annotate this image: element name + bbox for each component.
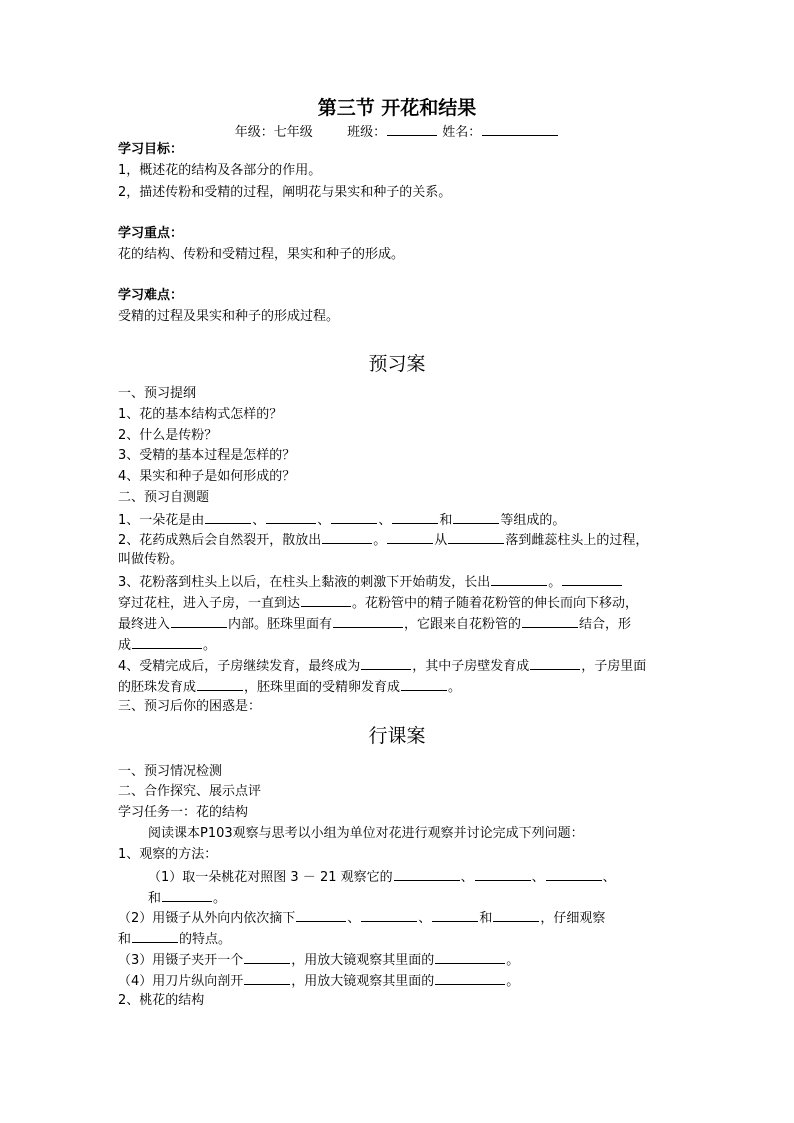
answer-blank[interactable] — [387, 531, 433, 544]
class-blank[interactable] — [387, 123, 437, 136]
method-1-line-1: （1）取一朵桃花对照图 3 － 21 观察它的 、 、 、 — [148, 870, 616, 885]
question-1: 1、一朵花是由 、 、 、 和 等组成的。 — [118, 513, 566, 528]
answer-blank[interactable] — [448, 531, 504, 544]
page-title: 第三节 开花和结果 — [317, 97, 477, 119]
answer-blank[interactable] — [205, 511, 251, 524]
task-heading: 学习任务一：花的结构 — [118, 805, 249, 820]
class-label: 班级： — [347, 125, 387, 140]
answer-blank[interactable] — [361, 657, 411, 670]
answer-blank[interactable] — [331, 511, 377, 524]
answer-blank[interactable] — [132, 930, 178, 943]
answer-blank[interactable] — [394, 868, 460, 881]
question-3-line-2: 穿过花柱，进入子房，一直到达 。花粉管中的精子随着花粉管的伸长而向下移动， — [118, 596, 639, 611]
reading-instruction: 阅读课本P103观察与思考以小组为单位对花进行观察并讨论完成下列问题： — [148, 826, 584, 841]
difficulties-heading: 学习难点： — [118, 288, 184, 303]
question-4-line-1: 4、受精完成后，子房继续发育，最终成为 ，其中子房壁发育成 ，子房里面 — [118, 659, 647, 674]
selftest-heading: 二、预习自测题 — [118, 490, 210, 505]
grade-label: 年级：七年级 — [234, 125, 313, 140]
answer-blank[interactable] — [522, 615, 578, 628]
answer-blank[interactable] — [244, 972, 290, 985]
lesson-item: 二、合作探究、展示点评 — [118, 784, 262, 799]
answer-blank[interactable] — [493, 909, 539, 922]
outline-item: 4、果实和种子是如何形成的？ — [118, 469, 296, 484]
outline-item: 1、花的基本结构式怎样的？ — [118, 407, 283, 422]
answer-blank[interactable] — [435, 972, 505, 985]
outline-item: 2、什么是传粉？ — [118, 428, 218, 443]
outline-heading: 一、预习提纲 — [118, 386, 197, 401]
answer-blank[interactable] — [546, 868, 602, 881]
question-3-line-3: 最终进入 内部。胚珠里面有 ，它跟来自花粉管的 结合，形 — [118, 617, 632, 632]
answer-blank[interactable] — [361, 909, 417, 922]
methods-heading: 1、观察的方法： — [118, 847, 218, 862]
answer-blank[interactable] — [132, 636, 202, 649]
answer-blank[interactable] — [162, 889, 212, 902]
answer-blank[interactable] — [401, 678, 447, 691]
question-3-line-4: 成 。 — [118, 638, 217, 653]
section-title-preview: 预习案 — [368, 353, 426, 375]
student-info-line — [0, 123, 794, 141]
method-2-line-2: 和 的特点。 — [118, 932, 232, 947]
answer-blank[interactable] — [432, 909, 478, 922]
section-title-lesson: 行课案 — [368, 725, 426, 747]
key-points-heading: 学习重点： — [118, 226, 184, 241]
objective-item: 1，概述花的结构及各部分的作用。 — [118, 163, 322, 178]
question-4-line-2: 的胚珠发育成 ，胚珠里面的受精卵发育成 。 — [118, 680, 462, 695]
objective-item: 2，描述传粉和受精的过程，阐明花与果实和种子的关系。 — [118, 185, 452, 200]
answer-blank[interactable] — [562, 573, 622, 586]
name-label: 姓名： — [442, 125, 482, 140]
difficulties-text: 受精的过程及果实和种子的形成过程。 — [118, 309, 340, 324]
answer-blank[interactable] — [322, 531, 372, 544]
answer-blank[interactable] — [491, 573, 547, 586]
answer-blank[interactable] — [530, 657, 580, 670]
answer-blank[interactable] — [244, 951, 290, 964]
method-2-line-1: （2）用镊子从外向内依次摘下 、 、 和 ，仔细观察 — [118, 911, 606, 926]
lesson-item: 一、预习情况检测 — [118, 764, 223, 779]
answer-blank[interactable] — [197, 678, 243, 691]
outline-item: 3、受精的基本过程是怎样的？ — [118, 448, 296, 463]
question-2-line-2: 叫做传粉。 — [118, 552, 184, 567]
objectives-heading: 学习目标： — [118, 142, 184, 157]
answer-blank[interactable] — [266, 511, 316, 524]
answer-blank[interactable] — [296, 909, 346, 922]
answer-blank[interactable] — [171, 615, 227, 628]
method-3: （3）用镊子夹开一个 ，用放大镜观察其里面的 。 — [118, 953, 520, 968]
question-2-line-1: 2、花药成熟后会自然裂开，散放出 。 从 落到雌蕊柱头上的过程， — [118, 533, 649, 548]
answer-blank[interactable] — [301, 594, 351, 607]
confusion-prompt: 三、预习后你的困惑是： — [118, 699, 262, 714]
method-1-line-2: 和 。 — [148, 891, 227, 906]
answer-blank[interactable] — [475, 868, 531, 881]
answer-blank[interactable] — [333, 615, 403, 628]
question-3-line-1: 3、花粉落到柱头上以后，在柱头上黏液的刺激下开始萌发，长出 。 — [118, 573, 678, 591]
answer-blank[interactable] — [435, 951, 505, 964]
structure-heading: 2、桃花的结构 — [118, 993, 205, 1008]
key-points-text: 花的结构、传粉和受精过程，果实和种子的形成。 — [118, 247, 405, 262]
answer-blank[interactable] — [392, 511, 438, 524]
answer-blank[interactable] — [453, 511, 499, 524]
method-4: （4）用刀片纵向剖开 ，用放大镜观察其里面的 。 — [118, 974, 520, 989]
name-blank[interactable] — [482, 123, 558, 136]
